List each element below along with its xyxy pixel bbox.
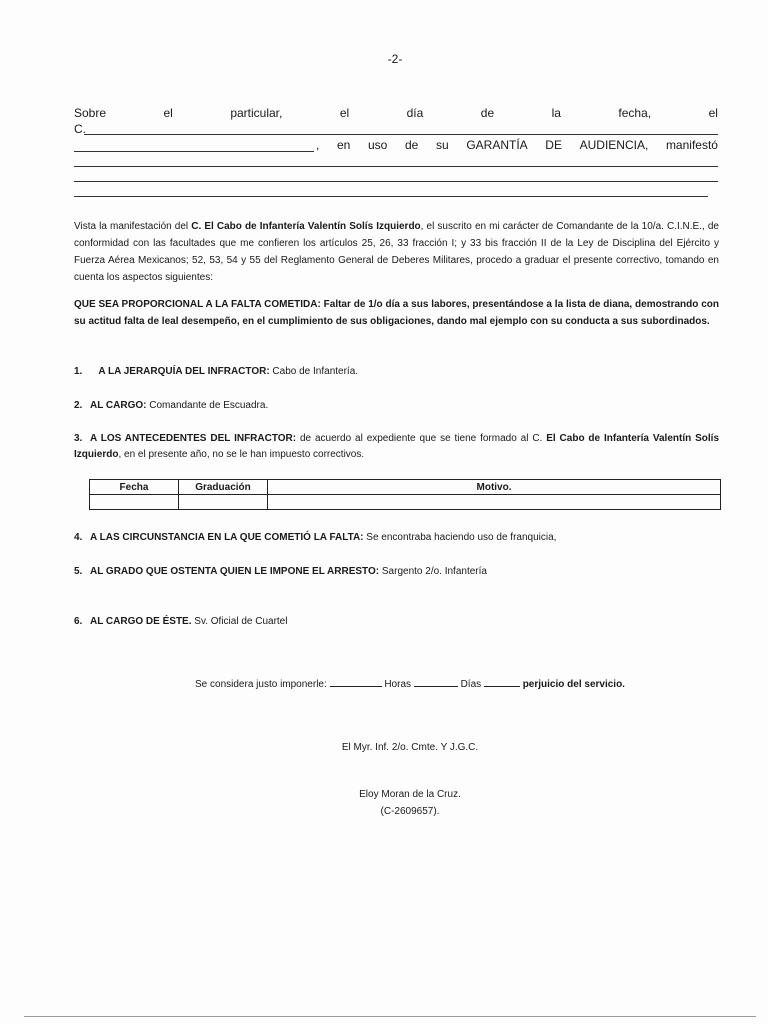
table-cell: [268, 495, 721, 510]
horas-blank: [330, 677, 382, 687]
table-cell: [179, 495, 268, 510]
intro-word: el: [339, 106, 350, 120]
signature-id: (C-2609657).: [380, 806, 440, 817]
intro-word: Sobre: [74, 106, 107, 120]
header-fecha: Fecha: [90, 480, 179, 495]
intro-word: AUDIENCIA,: [579, 138, 649, 152]
horas-label: Horas: [384, 679, 412, 690]
item-cargo-este: [74, 614, 719, 630]
item-text: Comandante de Escuadra.: [146, 400, 269, 411]
intro-line-1: [74, 106, 718, 120]
intro-word: fecha,: [618, 106, 652, 120]
item-grado: [74, 564, 719, 580]
perjuicio-blank: [484, 677, 520, 687]
proporcional-paragraph: QUE SEA PROPORCIONAL A LA FALTA COMETIDA: Faltar de 1/o día a sus labores, presentándose a la lista de diana, demostrando con su actitud falta de leal desempeño, en el cumplimiento de sus obligaciones, dando mal ejemplo con su conducta a sus subordinados.: [74, 299, 719, 327]
intro-word: su: [435, 138, 449, 152]
table-row: [90, 495, 721, 510]
intro-word: GARANTÍA: [466, 138, 528, 152]
item-number: 5.: [74, 566, 83, 577]
item-label: AL GRADO QUE OSTENTA QUIEN LE IMPONE EL ARRESTO:: [90, 566, 380, 577]
intro-line-3: [316, 138, 718, 152]
vista-bold-name: C. El Cabo de Infantería Valentín Solís Izquierdo: [191, 221, 421, 232]
name-blank-line-2: [74, 151, 314, 152]
intro-word: el: [708, 106, 718, 120]
intro-word: de: [404, 138, 419, 152]
antecedentes-table: [89, 479, 721, 510]
item-text: Se encontraba haciendo uso de franquicia,: [363, 532, 557, 543]
intro-word: particular,: [230, 106, 283, 120]
signature-title: El Myr. Inf. 2/o. Cmte. Y J.G.C.: [341, 742, 479, 753]
manifestation-blank-line: [74, 166, 718, 167]
item-number: 3.: [74, 433, 83, 444]
page-number: -2-: [387, 52, 403, 66]
item-label: A LAS CIRCUNSTANCIA EN LA QUE COMETIÓ LA FALTA:: [90, 532, 364, 543]
perjuicio-label: perjuicio del servicio.: [522, 679, 625, 690]
header-graduacion: Graduación: [179, 480, 268, 495]
dias-blank: [414, 677, 458, 687]
intro-word: manifestó: [665, 138, 718, 152]
item-text: Cabo de Infantería.: [269, 366, 359, 377]
item-text: de acuerdo al expediente que se tiene formado al C.: [296, 433, 547, 444]
item-number: 4.: [74, 532, 83, 543]
intro-word: la: [551, 106, 561, 120]
item-antecedentes: [74, 431, 719, 463]
intro-word: DE: [545, 138, 562, 152]
name-blank-line: [84, 134, 718, 135]
item-bold-name: El Cabo de Infantería Valentín Solís Izquierdo: [74, 433, 720, 460]
intro-word: en: [336, 138, 351, 152]
item-label: AL CARGO DE ÉSTE.: [90, 616, 192, 627]
item-circunstancia: [74, 530, 719, 546]
vista-text: Vista la manifestación del: [74, 221, 192, 232]
intro-word: ,: [316, 138, 320, 152]
item-number: 1.: [74, 366, 83, 377]
intro-word: día: [406, 106, 424, 120]
item-cargo: [74, 398, 719, 414]
table-cell: [90, 495, 179, 510]
item-text: Sargento 2/o. Infantería: [379, 566, 487, 577]
signature-name: Eloy Moran de la Cruz.: [359, 789, 461, 800]
vista-text-2: , el suscrito en mi carácter de Comandante de la 10/a. C.I.N.E., de conformidad con las facultades que me confieren los artículos 25, 26, 33 fracción I; y 33 bis fracción II de la Ley de Disciplina del Ejército y Fuerza Aérea Mexicanos; 52, 53, 54 y 55 del Reglamento General de Deberes Militares, procedo a graduar el presente correctivo, tomando en cuenta los aspectos siguientes:: [74, 221, 719, 283]
item-label: A LOS ANTECEDENTES DEL INFRACTOR:: [90, 433, 297, 444]
item-label: A LA JERARQUÍA DEL INFRACTOR:: [98, 366, 270, 377]
item-text: Sv. Oficial de Cuartel: [191, 616, 288, 627]
vista-paragraph: [74, 218, 719, 286]
item-number: 2.: [74, 400, 83, 411]
imponer-line: [0, 677, 768, 690]
intro-word: uso: [367, 138, 388, 152]
intro-word: el: [163, 106, 173, 120]
intro-name-prefix: C.: [74, 122, 86, 136]
imponer-prefix: Se considera justo imponerle:: [195, 679, 327, 690]
manifestation-blank-line: [74, 181, 718, 182]
item-jerarquia: [74, 364, 719, 380]
dias-label: Días: [460, 679, 482, 690]
item-number: 6.: [74, 616, 83, 627]
item-label: AL CARGO:: [90, 400, 147, 411]
table-header-row: [90, 480, 721, 495]
page-bottom-edge: [24, 1016, 756, 1017]
item-text-2: , en el presente año, no se le han impuesto correctivos.: [118, 449, 365, 460]
intro-word: de: [480, 106, 495, 120]
header-motivo: Motivo.: [268, 480, 721, 495]
manifestation-blank-line: [74, 196, 708, 197]
